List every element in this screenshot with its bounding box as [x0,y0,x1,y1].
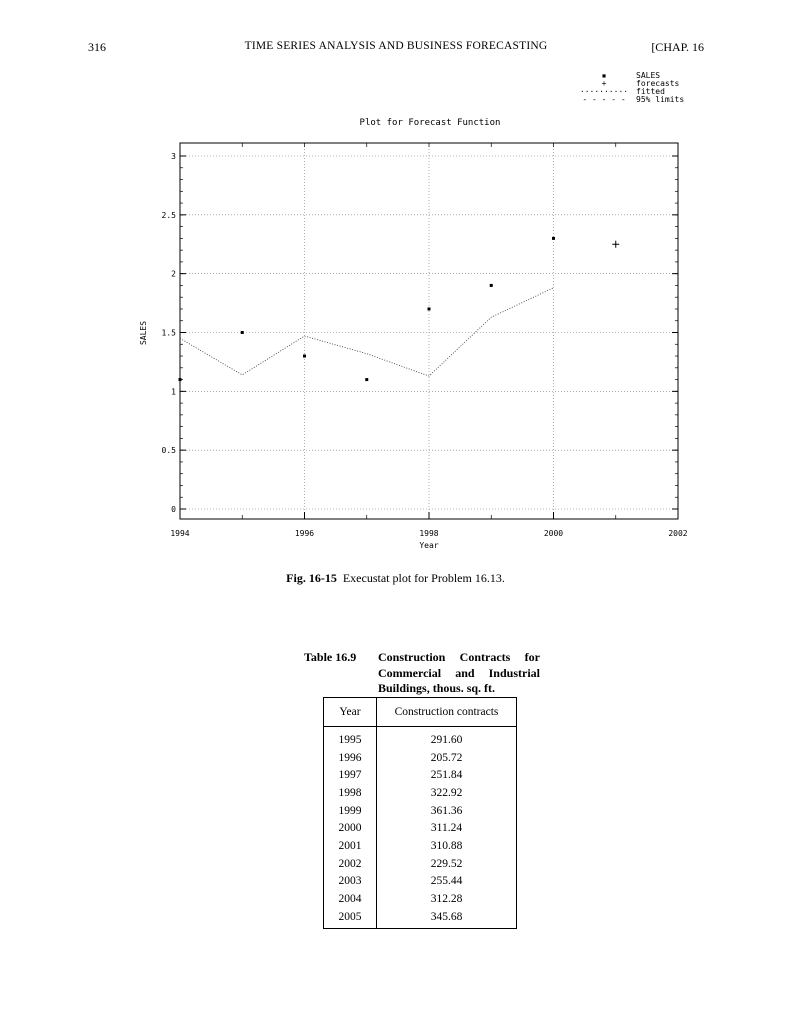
sales-point [179,378,182,381]
table-title-line-2: Commercial and Industrial [378,665,540,680]
cell-contracts: 361.36 [430,804,463,817]
figure-caption [0,571,791,586]
x-axis-label: Year [419,541,439,550]
table-number: Table 16.9 [304,650,357,664]
legend-label: fitted [636,87,665,96]
figure-label: Fig. 16-15 [286,571,337,585]
cell-year: 1997 [324,766,377,784]
x-tick-label: 1996 [294,529,315,538]
table-title-line-1: Construction Contracts for [378,650,540,664]
running-title: TIME SERIES ANALYSIS AND BUSINESS FORECASTING [244,40,548,52]
legend-symbol: ·········· [579,87,629,96]
cell-year: 1995 [324,727,377,749]
x-tick-label: 2000 [543,529,564,538]
legend-symbol: ▪ [601,71,607,80]
table-row [324,873,517,891]
y-tick-label: 1 [171,387,176,397]
y-tick-label: 0 [171,505,176,514]
legend-symbol: + [601,79,607,88]
cell-contracts: 251.84 [430,769,463,782]
cell-contracts: 255.44 [430,875,463,888]
cell-year: 2000 [324,819,377,837]
cell-year: 1996 [324,749,377,767]
cell-contracts: 345.68 [430,910,463,923]
table-row [324,819,517,837]
legend-symbol: - - - - - [582,95,626,104]
chart-marks [179,237,620,381]
x-axis [170,143,687,538]
chart-legend [580,71,684,104]
construction-contracts-table [323,697,517,929]
cell-year: 1998 [324,784,377,802]
page-number: 316 [88,40,106,54]
plot-frame [180,143,678,519]
cell-contracts: 291.60 [430,733,463,746]
y-axis-label: SALES [139,320,148,346]
chapter-label: [CHAP. 16 [651,40,704,54]
y-tick-label: 3 [171,152,176,161]
legend-label: SALES [636,71,661,80]
cell-year: 2003 [324,873,377,891]
cell-year: 2004 [324,890,377,908]
table-header-row [324,698,517,727]
table-row [324,749,517,767]
table-row [324,784,517,802]
table-body [324,727,517,929]
sales-point [303,355,306,358]
table-row [324,727,517,749]
cell-contracts: 310.88 [430,839,463,852]
y-tick-label: 2.5 [161,210,176,220]
legend-label: 95% limits [636,95,685,104]
cell-contracts: 205.72 [430,751,463,764]
table-row [324,908,517,928]
sales-point [428,307,431,310]
cell-year: 1999 [324,802,377,820]
y-tick-label: 1.5 [161,328,176,338]
cell-year: 2005 [324,908,377,928]
x-tick-label: 1994 [170,529,190,538]
chart-title: Plot for Forecast Function [359,118,501,128]
sales-point [552,237,555,240]
sales-point [241,331,244,334]
table-row [324,802,517,820]
chart-grid [180,143,678,519]
table-row [324,890,517,908]
y-axis [162,152,678,514]
legend-label: forecasts [636,79,680,88]
x-tick-label: 2002 [668,529,688,538]
forecast-point [612,241,619,248]
cell-contracts: 311.24 [430,822,463,835]
y-tick-label: 2 [171,269,176,279]
y-tick-label: 0.5 [161,446,176,456]
table-row [324,766,517,784]
figure-caption-text: Execustat plot for Problem 16.13. [342,571,505,585]
column-header-year: Year [324,698,377,727]
column-header-contracts: Construction contracts [377,698,517,727]
fitted-line [180,288,554,376]
sales-point [365,378,368,381]
table-title-line-3: Buildings, thous. sq. ft. [378,681,496,695]
cell-contracts: 312.28 [430,893,463,906]
cell-year: 2001 [324,837,377,855]
cell-contracts: 229.52 [430,857,463,870]
x-tick-label: 1998 [419,529,439,538]
cell-year: 2002 [324,855,377,873]
cell-contracts: 322.92 [430,786,463,799]
table-row [324,837,517,855]
sales-point [490,284,493,287]
table-row [324,855,517,873]
